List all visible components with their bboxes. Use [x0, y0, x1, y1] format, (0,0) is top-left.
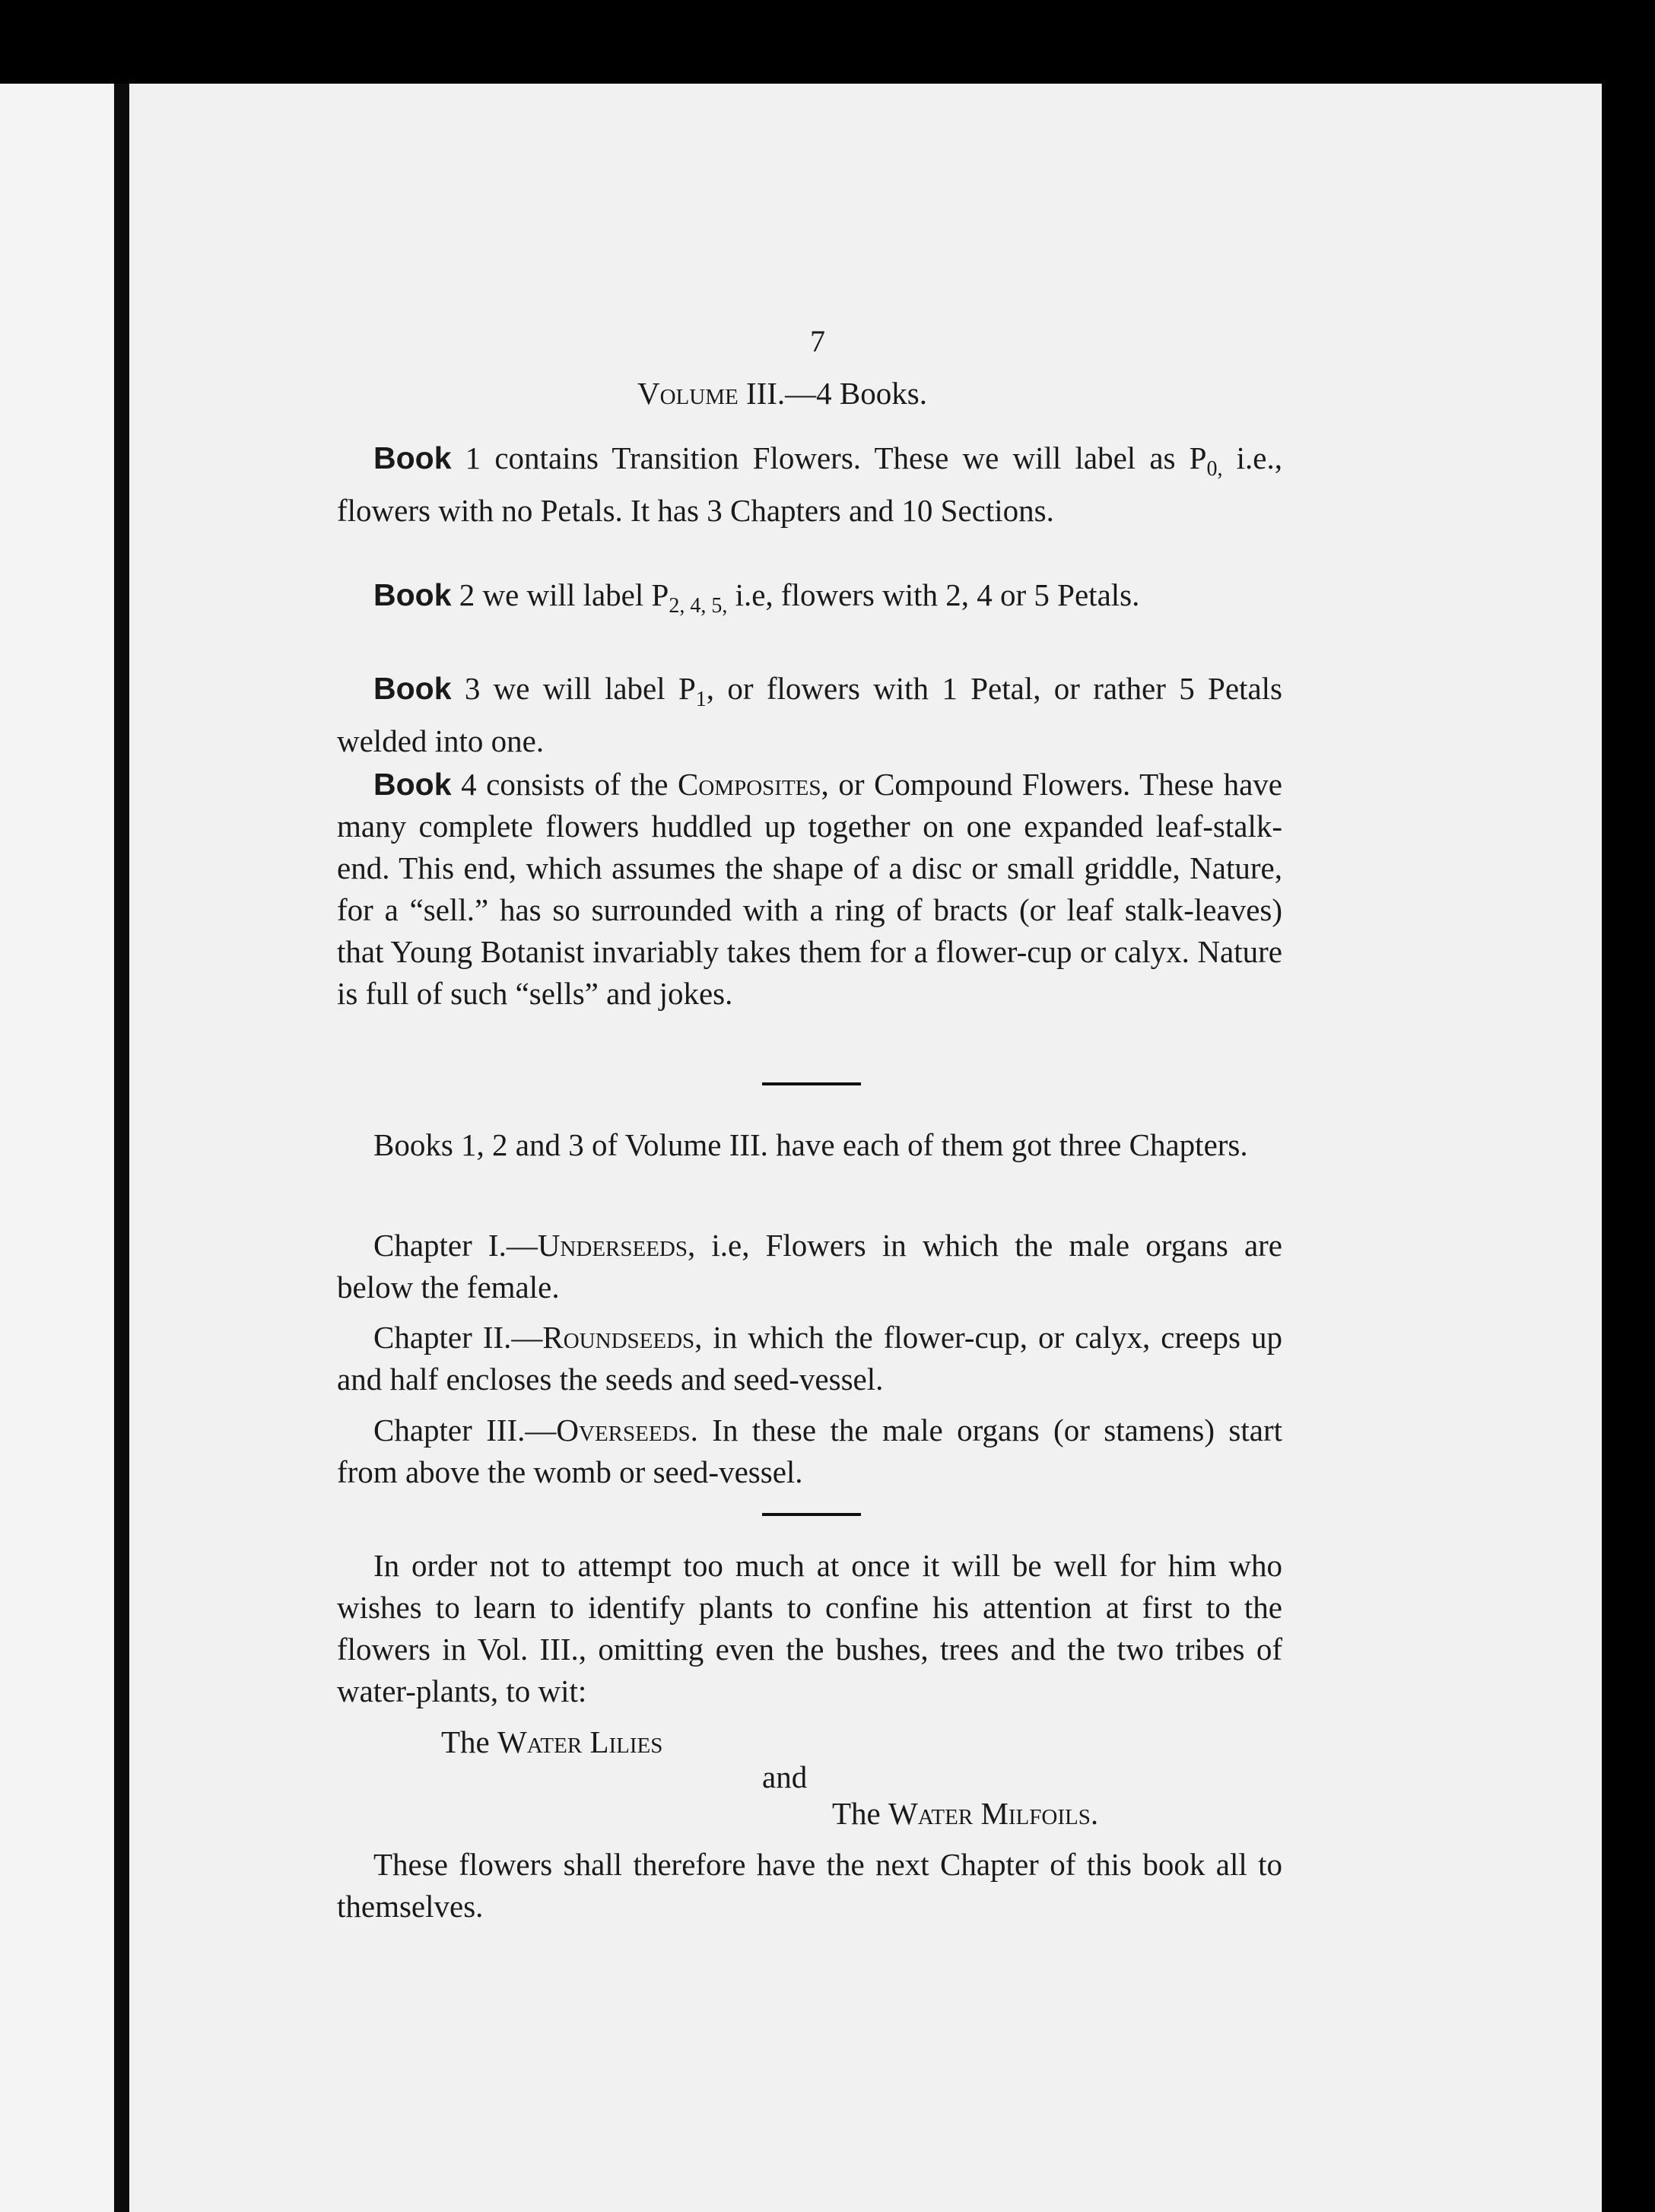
- book-text: 1 contains Transition Flowers. These we will label as P: [451, 440, 1207, 475]
- book-text-continued: , or flowers with 1 Petal, or rather 5 Petals welded into one.: [337, 671, 1282, 759]
- chapter-label: Chapter II.—: [373, 1320, 543, 1355]
- chapter-name: Roundseeds: [542, 1320, 695, 1355]
- petal-subscript: 2, 4, 5,: [669, 594, 728, 618]
- book-text: 3 we will label P: [451, 671, 696, 706]
- chapter-text: , i.e, Flowers in which the male organs are below the female.: [337, 1228, 1282, 1305]
- book-label: Book: [373, 671, 452, 706]
- book-label: Book: [373, 577, 452, 612]
- chapter-1-paragraph: [337, 1225, 1282, 1308]
- chapter-name: Underseeds: [537, 1228, 688, 1263]
- final-paragraph: These flowers shall therefore have the next Chapter of this book all to themselves.: [337, 1847, 1282, 1924]
- page-number: 7: [810, 324, 825, 358]
- chapters-intro-paragraph: Books 1, 2 and 3 of Volume III. have each of them got three Chapters.: [373, 1127, 1248, 1162]
- book-3-paragraph: [337, 668, 1282, 762]
- chapter-label: Chapter I.—: [373, 1228, 538, 1263]
- book-2-paragraph: [337, 574, 1282, 627]
- book-text-continued: i.e, flowers with 2, 4 or 5 Petals.: [727, 577, 1140, 612]
- book-text: 2 we will label P: [451, 577, 669, 612]
- book-4-paragraph: [337, 764, 1282, 1015]
- composites-term: Composites: [678, 767, 821, 802]
- chapter-label: Chapter III.—: [373, 1413, 557, 1448]
- book-label: Book: [373, 440, 452, 475]
- binding-shadow: [114, 84, 129, 2212]
- water-milfoils-article: The: [832, 1796, 888, 1831]
- previous-page-edge: [0, 84, 114, 2212]
- heading-volume-word: Volume: [637, 376, 739, 411]
- water-milfoils-line: [832, 1793, 1098, 1835]
- book-text-continued: , or Compound Flowers. These have many complete flowers huddled up together on one expanded leaf-stalk-end. This end, which assumes the shape of a disc or small griddle, Nature, for a “sell.” has so surrounded with a ring of bracts (or leaf stalk-leaves) that Young Botanist invariably takes them for a flower-cup or calyx. Nature is full of such “sells” and jokes.: [337, 767, 1282, 1011]
- petal-subscript: 0,: [1206, 457, 1223, 481]
- page-body: [337, 0, 1282, 2212]
- book-text: 4 consists of the: [451, 767, 678, 802]
- petal-subscript: 1: [695, 688, 707, 712]
- book-text-continued: i.e., flowers with no Petals. It has 3 Chapters and 10 Sections.: [337, 440, 1282, 529]
- water-milfoils-name: Water Milfoils.: [888, 1796, 1099, 1831]
- water-lilies-article: The: [441, 1724, 497, 1759]
- book-label: Book: [373, 767, 452, 802]
- section-divider: [762, 1513, 861, 1516]
- and-line: and: [762, 1759, 808, 1794]
- closing-paragraph: In order not to attempt too much at once it will be well for him who wishes to learn to identify plants to confine his attention at first to the flowers in Vol. III., omitting even the bushes, trees and the two tribes of water-plants, to wit:: [337, 1548, 1282, 1708]
- chapter-3-paragraph: [337, 1410, 1282, 1493]
- water-lilies-name: Water Lilies: [497, 1724, 663, 1759]
- chapter-name: Overseeds: [556, 1413, 691, 1448]
- water-lilies-line: [441, 1721, 662, 1763]
- book-1-paragraph: [337, 437, 1282, 532]
- section-divider: [762, 1082, 861, 1085]
- chapter-text: . In these the male organs (or stamens) start from above the womb or seed-vessel.: [337, 1413, 1282, 1489]
- chapter-text: , in which the flower-cup, or calyx, creeps up and half encloses the seeds and seed-vessel.: [337, 1320, 1283, 1397]
- chapter-2-paragraph: [337, 1317, 1282, 1400]
- heading-rest: III.—4 Books.: [738, 376, 927, 411]
